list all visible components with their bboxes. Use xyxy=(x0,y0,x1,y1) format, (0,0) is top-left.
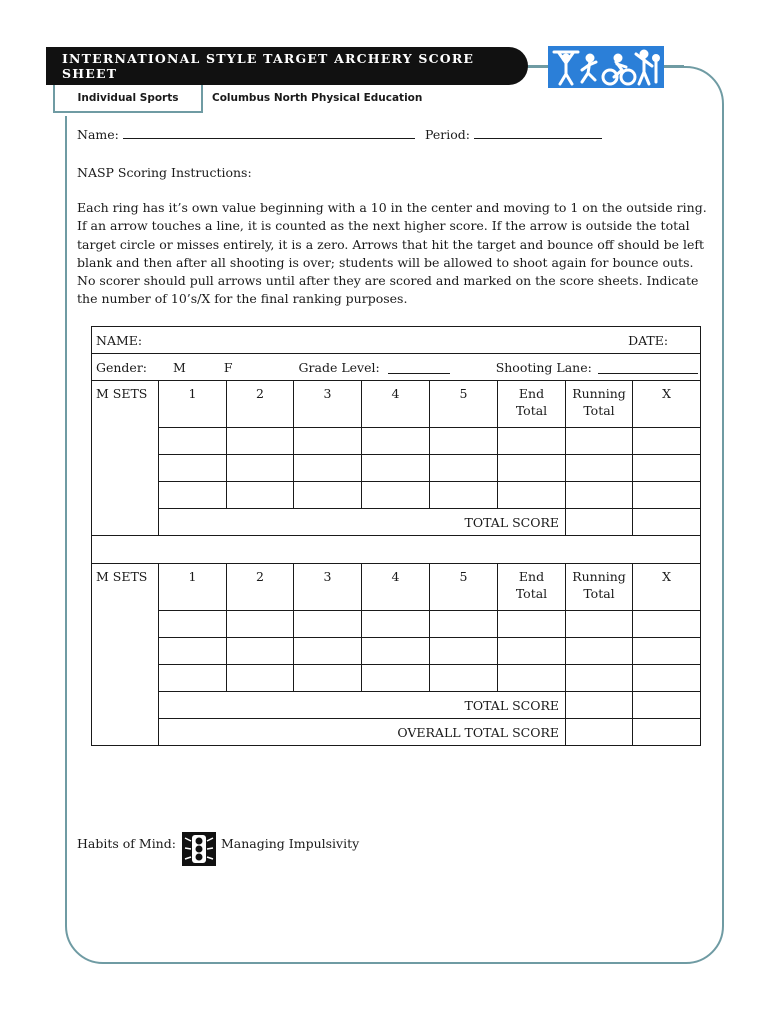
score-cell[interactable] xyxy=(362,428,430,455)
title-bar xyxy=(46,47,528,85)
score-cell[interactable] xyxy=(633,428,701,455)
sets-label: M SETS xyxy=(92,381,159,536)
score-cell[interactable] xyxy=(362,611,430,638)
col-header-2: 2 xyxy=(227,564,294,611)
score-cell[interactable] xyxy=(498,428,566,455)
table-row xyxy=(92,638,701,665)
name-field[interactable] xyxy=(123,126,415,139)
school-name: Columbus North Physical Education xyxy=(212,92,423,104)
instructions-line: If an arrow touches a line, it is counted as the next higher score. If the arrow is outside the total xyxy=(77,218,690,234)
gender-label: Gender: xyxy=(96,359,148,375)
score-cell[interactable] xyxy=(498,611,566,638)
score-cell[interactable] xyxy=(633,455,701,482)
x-header: X xyxy=(633,564,701,611)
score-cell[interactable] xyxy=(633,665,701,692)
running-total-header: Running Total xyxy=(566,564,633,611)
score-cell[interactable] xyxy=(566,638,633,665)
score-cell[interactable] xyxy=(294,638,362,665)
score-cell[interactable] xyxy=(430,482,498,509)
instructions-heading: NASP Scoring Instructions: xyxy=(77,165,252,180)
total-score-cell[interactable] xyxy=(566,692,633,719)
score-cell[interactable] xyxy=(159,428,227,455)
instructions-line: blank and then after all shooting is over; students will be allowed to shoot again for bounce outs. xyxy=(77,254,694,270)
score-cell[interactable] xyxy=(430,665,498,692)
score-cell[interactable] xyxy=(159,482,227,509)
col-header-3: 3 xyxy=(294,564,362,611)
score-cell[interactable] xyxy=(227,482,294,509)
score-cell[interactable] xyxy=(362,638,430,665)
end-total-header: End Total xyxy=(498,381,566,428)
score-cell[interactable] xyxy=(294,665,362,692)
score-cell[interactable] xyxy=(227,665,294,692)
score-cell[interactable] xyxy=(430,638,498,665)
grade-label: Grade Level: xyxy=(298,359,380,375)
total-score-label: TOTAL SCORE xyxy=(159,692,566,719)
score-cell[interactable] xyxy=(498,455,566,482)
table-row xyxy=(92,665,701,692)
score-cell[interactable] xyxy=(566,455,633,482)
name-label: Name: xyxy=(77,127,119,142)
score-cell[interactable] xyxy=(227,638,294,665)
overall-x-cell[interactable] xyxy=(633,719,701,746)
gender-f[interactable]: F xyxy=(223,359,233,375)
score-cell[interactable] xyxy=(566,482,633,509)
table-row xyxy=(92,428,701,455)
name-date-row xyxy=(92,327,701,354)
gender-m[interactable]: M xyxy=(173,359,186,375)
score-cell[interactable] xyxy=(227,611,294,638)
table-name-label: NAME: xyxy=(96,332,143,348)
lane-field[interactable] xyxy=(598,361,698,374)
col-header-1: 1 xyxy=(159,381,227,428)
score-cell[interactable] xyxy=(294,611,362,638)
instructions-text xyxy=(77,199,717,309)
score-cell[interactable] xyxy=(498,638,566,665)
overall-total-cell[interactable] xyxy=(566,719,633,746)
score-cell[interactable] xyxy=(633,482,701,509)
set-divider xyxy=(92,536,701,564)
lane-label: Shooting Lane: xyxy=(495,359,592,375)
header-connector xyxy=(528,65,548,67)
score-cell[interactable] xyxy=(227,455,294,482)
col-header-5: 5 xyxy=(430,564,498,611)
period-field[interactable] xyxy=(474,126,602,139)
col-header-5: 5 xyxy=(430,381,498,428)
instructions-line: target circle or misses entirely, it is a zero. Arrows that hit the target and bounce off should be left xyxy=(77,236,705,252)
table-date-label: DATE: xyxy=(628,332,669,348)
score-cell[interactable] xyxy=(566,611,633,638)
score-cell[interactable] xyxy=(498,665,566,692)
header-connector-right xyxy=(664,65,684,67)
category-tab: Individual Sports xyxy=(53,85,203,113)
score-cell[interactable] xyxy=(362,665,430,692)
x-header: X xyxy=(633,381,701,428)
score-cell[interactable] xyxy=(430,611,498,638)
score-cell[interactable] xyxy=(430,428,498,455)
total-x-cell[interactable] xyxy=(633,509,701,536)
sets-label-2: M SETS xyxy=(92,564,159,746)
score-cell[interactable] xyxy=(633,611,701,638)
instructions-line: the number of 10’s/X for the final ranking purposes. xyxy=(77,291,408,307)
table-row xyxy=(92,482,701,509)
score-cell[interactable] xyxy=(566,428,633,455)
score-cell[interactable] xyxy=(362,455,430,482)
col-header-4: 4 xyxy=(362,564,430,611)
score-cell[interactable] xyxy=(294,455,362,482)
instructions-line: No scorer should pull arrows until after they are scored and marked on the score sheets. Indicate xyxy=(77,273,699,289)
sheet-title: INTERNATIONAL STYLE TARGET ARCHERY SCORE SHEET xyxy=(62,51,475,81)
score-cell[interactable] xyxy=(633,638,701,665)
score-cell[interactable] xyxy=(430,455,498,482)
score-cell[interactable] xyxy=(159,455,227,482)
col-header-2: 2 xyxy=(227,381,294,428)
total-score-cell[interactable] xyxy=(566,509,633,536)
period-line xyxy=(425,126,602,144)
gender-row xyxy=(92,354,701,381)
col-header-1: 1 xyxy=(159,564,227,611)
score-cell[interactable] xyxy=(566,665,633,692)
table-row xyxy=(92,611,701,638)
score-cell[interactable] xyxy=(159,665,227,692)
sports-logo-icon xyxy=(548,46,664,88)
col-header-4: 4 xyxy=(362,381,430,428)
score-table xyxy=(91,326,701,746)
running-total-header: Running Total xyxy=(566,381,633,428)
end-total-header: End Total xyxy=(498,564,566,611)
score-cell[interactable] xyxy=(498,482,566,509)
traffic-light-icon xyxy=(182,832,216,866)
score-cell[interactable] xyxy=(159,638,227,665)
instructions-line: Each ring has it’s own value beginning with a 10 in the center and moving to 1 on the outside ring. xyxy=(77,200,707,215)
grade-field[interactable] xyxy=(388,361,450,374)
habit-value: Managing Impulsivity xyxy=(221,836,360,851)
score-cell[interactable] xyxy=(294,482,362,509)
name-line xyxy=(77,126,415,144)
col-header-3: 3 xyxy=(294,381,362,428)
total-x-cell[interactable] xyxy=(633,692,701,719)
score-cell[interactable] xyxy=(362,482,430,509)
score-cell[interactable] xyxy=(294,428,362,455)
habits-label: Habits of Mind: xyxy=(77,836,176,851)
period-label: Period: xyxy=(425,127,470,142)
score-cell[interactable] xyxy=(159,611,227,638)
overall-total-label: OVERALL TOTAL SCORE xyxy=(159,719,566,746)
score-cell[interactable] xyxy=(227,428,294,455)
table-row xyxy=(92,455,701,482)
total-score-label: TOTAL SCORE xyxy=(159,509,566,536)
